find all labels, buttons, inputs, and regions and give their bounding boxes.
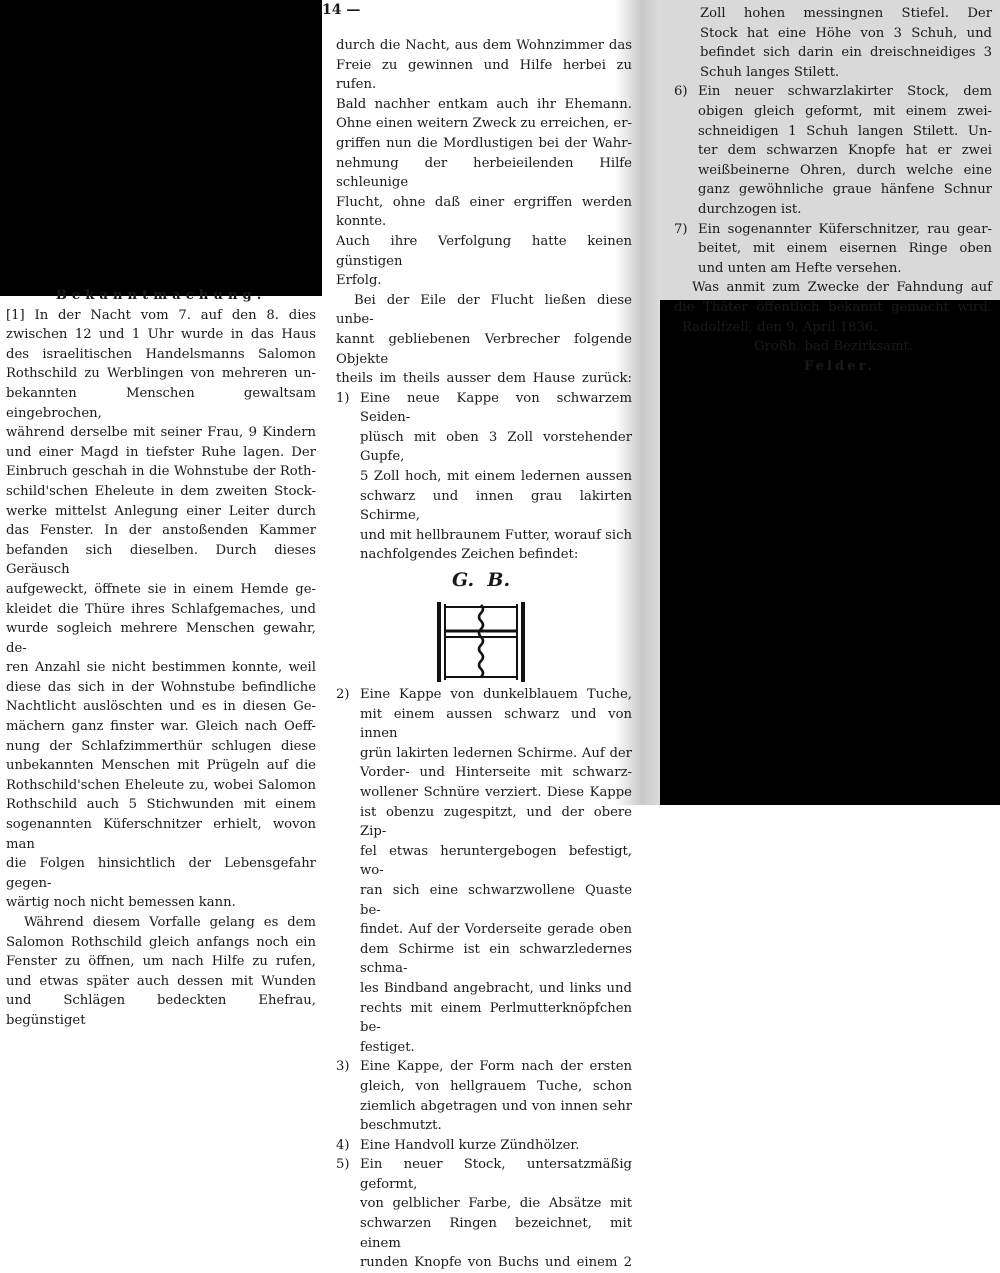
text-line: Ein neuer schwarzlakirter Stock, dem	[698, 84, 992, 100]
text-line: nung der Schlafzimmerthür schlugen diese	[6, 738, 316, 754]
text-line: ist obenzu zugespitzt, und der obere Zip-	[360, 804, 632, 840]
column-left	[6, 286, 316, 1031]
col1-paragraph-1	[6, 306, 316, 913]
page-number: 14 —	[322, 2, 361, 18]
item-number: 4)	[336, 1137, 350, 1153]
text-line: grün lakirten ledernen Schirme. Auf der	[360, 745, 632, 761]
text-line: schwarzen Ringen bezeichnet, mit einem	[360, 1216, 632, 1251]
text-line: und mit hellbraunem Futter, worauf sich	[360, 527, 632, 543]
text-line: Ohne einen weitern Zweck zu erreichen, er-	[336, 116, 632, 132]
column-right	[660, 0, 1000, 374]
col3-continuation	[700, 4, 992, 82]
signature: Felder.	[804, 358, 875, 374]
text-line: sogenannten Küferschnitzer erhielt, wovon man	[6, 817, 316, 852]
text-line: nachfolgendes Zeichen befindet:	[360, 547, 579, 563]
col2-paragraph-2	[336, 291, 632, 389]
item-number: 3)	[336, 1059, 350, 1075]
text-line: 5 Zoll hoch, mit einem ledernen aussen	[360, 469, 632, 485]
issuing-office: Großh. bad Bezirksamt.	[754, 339, 913, 355]
text-line: runden Knopfe von Buchs und einem 2	[360, 1255, 632, 1271]
text-line: [1] In der Nacht vom 7. auf den 8. dies	[6, 307, 316, 323]
text-line: griffen nun die Mordlustigen bei der Wahr-	[336, 135, 632, 151]
text-line: kleidet die Thüre ihres Schlafgemaches, und	[6, 601, 316, 617]
text-line: die Folgen hinsichtlich der Lebensgefahr gegen-	[6, 856, 316, 891]
text-line: Ein neuer Stock, untersatzmäßig geformt,	[360, 1157, 632, 1192]
text-line: ter dem schwarzen Knopfe hat er zwei	[698, 143, 992, 159]
text-line: Eine Kappe, der Form nach der ersten	[360, 1059, 632, 1075]
text-line: wärtig noch nicht bemessen kann.	[6, 895, 236, 911]
text-line: Stock hat eine Höhe von 3 Schuh, und	[700, 25, 992, 41]
item-number: 2)	[336, 687, 350, 703]
mark-symbol	[436, 601, 526, 683]
text-line: schneidigen 1 Schuh langen Stilett. Un-	[698, 123, 992, 139]
text-line: aufgeweckt, öffnete sie in einem Hemde ge-	[6, 581, 316, 597]
list-item-2	[336, 685, 632, 1057]
text-line: durchzogen ist.	[698, 201, 802, 217]
text-line: Bald nachher entkam auch ihr Ehemann.	[336, 96, 632, 112]
text-line: weißbeinerne Ohren, durch welche eine	[698, 162, 992, 178]
text-line: ran sich eine schwarzwollene Quaste be-	[360, 882, 632, 918]
text-line: Bei der Eile der Flucht ließen diese unbe-	[336, 292, 632, 328]
item-number: 6)	[674, 84, 688, 100]
item-number: 5)	[336, 1157, 350, 1173]
text-line: diese das sich in der Wohnstube befindliche	[6, 679, 316, 695]
text-line: Erfolg.	[336, 273, 382, 289]
text-line: während derselbe mit seiner Frau, 9 Kindern	[6, 425, 316, 441]
text-line: theils im theils ausser dem Hause zurück:	[336, 371, 632, 387]
mark-letters: G. B.	[452, 569, 511, 592]
text-line: dem Schirme ist ein schwarzledernes schma-	[360, 941, 632, 977]
list-item-5	[336, 1155, 632, 1273]
notice-heading: Bekanntmachung.	[55, 288, 267, 303]
text-line: durch die Nacht, aus dem Wohnzimmer das	[336, 38, 632, 53]
text-line: von gelblicher Farbe, die Absätze mit	[360, 1196, 632, 1212]
list-item-7	[674, 220, 992, 279]
text-line: plüsch mit oben 3 Zoll vorstehender Gupfe,	[360, 429, 632, 465]
text-line: die Thäter öffentlich bekannt gemacht wird.	[674, 299, 992, 315]
text-line: schild'schen Eheleute in dem zweiten Stock-	[6, 483, 316, 499]
text-line: les Bindband angebracht, und links und	[360, 980, 632, 996]
text-line: Einbruch geschah in die Wohnstube der Roth-	[6, 464, 316, 480]
text-line: befindet sich darin ein dreischneidiges 3	[700, 45, 992, 61]
text-line: des israelitischen Handelsmanns Salomon	[6, 346, 316, 362]
text-line: Schuh langes Stilett.	[700, 64, 840, 80]
cap-mark-figure	[336, 565, 632, 685]
text-line: Eine neue Kappe von schwarzem Seiden-	[360, 390, 632, 426]
item-number: 1)	[336, 390, 350, 406]
text-line: mit einem aussen schwarz und von innen	[360, 706, 632, 742]
text-line: beitet, mit einem eisernen Ringe oben	[698, 241, 992, 257]
list-item-6	[674, 82, 992, 219]
text-line: rechts mit einem Perlmutterknöpfchen be-	[360, 1000, 632, 1036]
text-line: Was anmit zum Zwecke der Fahndung auf	[692, 280, 992, 296]
text-line: obigen gleich geformt, mit einem zwei-	[698, 103, 992, 119]
text-line: Eine Kappe von dunkelblauem Tuche,	[360, 687, 632, 703]
text-line: das Fenster. In der anstoßenden Kammer	[6, 523, 316, 539]
column-middle	[336, 36, 632, 1273]
list-item-1	[336, 389, 632, 565]
text-line: schwarz und innen grau lakirten Schirme,	[360, 488, 632, 524]
text-line: ren Anzahl sie nicht bestimmen konnte, weil	[6, 660, 316, 676]
text-line: Zoll hohen messingnen Stiefel. Der	[700, 6, 992, 21]
text-line: und unten am Hefte versehen.	[698, 260, 902, 276]
text-line: und Schlägen bedeckten Ehefrau, begünstiget	[6, 993, 316, 1028]
text-line: werke mittelst Anlegung einer Leiter durch	[6, 503, 316, 519]
text-line: ganz gewöhnliche graue hänfene Schnur	[698, 182, 992, 198]
text-line: und einer Magd in tiefster Ruhe lagen. Der	[6, 444, 316, 460]
black-area-top-left	[0, 0, 322, 296]
col2-paragraph-1	[336, 36, 632, 291]
text-line: Fenster zu öffnen, um nach Hilfe zu rufen,	[6, 954, 316, 970]
text-line: Rothschild zu Werblingen von mehreren un-	[6, 366, 316, 382]
text-line: Auch ihre Verfolgung hatte keinen günstigen	[336, 233, 632, 269]
col1-paragraph-2	[6, 913, 316, 1031]
text-line: Vorder- und Hinterseite mit schwarz-	[360, 765, 632, 781]
text-line: Salomon Rothschild gleich anfangs noch ein	[6, 934, 316, 950]
text-line: nehmung der herbeieilenden Hilfe schleunige	[336, 155, 632, 191]
item-number: 7)	[674, 221, 688, 237]
place-date: Radolfzell, den 9. April 1836.	[682, 319, 878, 335]
text-line: kannt gebliebenen Verbrecher folgende Objekte	[336, 331, 632, 367]
text-line: findet. Auf der Vorderseite gerade oben	[360, 922, 632, 938]
text-line: Rothschild auch 5 Stichwunden mit einem	[6, 797, 316, 813]
text-line: Eine Handvoll kurze Zündhölzer.	[360, 1137, 580, 1153]
text-line: Flucht, ohne daß einer ergriffen werden konnte.	[336, 194, 632, 230]
text-line: Nachtlicht auslöschten und es in diesen Ge-	[6, 699, 316, 715]
text-line: mächern ganz finster war. Gleich nach Oeff-	[6, 719, 316, 735]
text-line: festiget.	[360, 1039, 415, 1055]
text-line: bekannten Menschen gewaltsam eingebrochen,	[6, 385, 316, 421]
text-line: fel etwas heruntergebogen befestigt, wo-	[360, 843, 632, 879]
list-item-3	[336, 1057, 632, 1135]
text-line: gleich, von hellgrauem Tuche, schon	[360, 1078, 632, 1094]
text-line: Ein sogenannter Küferschnitzer, rau gear-	[698, 221, 992, 237]
text-line: Freie zu gewinnen und Hilfe herbei zu rufen.	[336, 57, 632, 93]
list-item-4	[336, 1136, 632, 1156]
text-line: wollener Schnüre verziert. Diese Kappe	[360, 785, 632, 800]
text-line: wurde sogleich mehrere Menschen gewahr, de-	[6, 621, 316, 656]
text-line: Rothschild'schen Eheleute zu, wobei Salomon	[6, 777, 316, 793]
text-line: zwischen 12 und 1 Uhr wurde in das Haus	[6, 327, 316, 343]
text-line: befanden sich dieselben. Durch dieses Geräusch	[6, 542, 316, 578]
text-line: und etwas später auch dessen mit Wunden	[6, 973, 316, 989]
text-line: beschmutzt.	[360, 1118, 442, 1134]
text-line: Während diesem Vorfalle gelang es dem	[24, 915, 316, 930]
closing-text	[674, 278, 992, 317]
text-line: ziemlich abgetragen und von innen sehr	[360, 1098, 632, 1114]
text-line: unbekannten Menschen mit Prügeln auf die	[6, 758, 316, 774]
